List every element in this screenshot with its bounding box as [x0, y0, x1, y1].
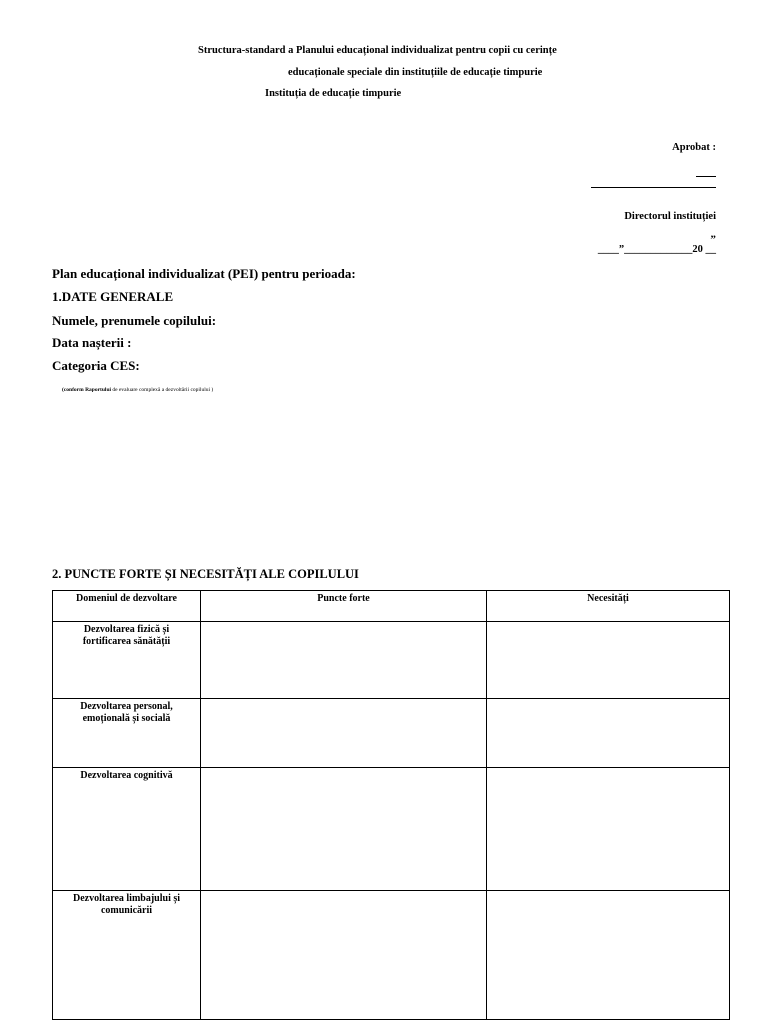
note-bold: Raportului [85, 387, 112, 393]
column-header-domain: Domeniul de dezvoltare [53, 591, 201, 622]
birth-date-label: Data nașterii : [52, 335, 132, 350]
strengths-cell[interactable] [201, 891, 487, 1020]
table-row [53, 891, 730, 1020]
needs-cell[interactable] [487, 622, 730, 699]
needs-cell[interactable] [487, 699, 730, 768]
quote-mark: „ [710, 228, 716, 240]
child-name-label: Numele, prenumele copilului: [52, 313, 217, 328]
domain-cell: Dezvoltarea fizică și fortificarea sănătății [53, 622, 201, 699]
document-title-line-1: Structura-standard a Planului educațional individualizat pentru copii cu cerințe [198, 45, 557, 56]
approved-signature-line [591, 187, 716, 188]
strengths-cell[interactable] [201, 699, 487, 768]
approved-signature-line-short [696, 176, 716, 177]
general-data-heading: 1.DATE GENERALE [52, 289, 174, 304]
strengths-cell[interactable] [201, 768, 487, 891]
table-row [53, 622, 730, 699]
table-row [53, 699, 730, 768]
column-header-strengths: Puncte forte [201, 591, 487, 622]
note-rest: de evaluare complexă a dezvoltării copilului ) [112, 387, 214, 393]
institution-label: Instituția de educație timpurie [265, 88, 402, 99]
strengths-needs-heading: 2. PUNCTE FORTE ȘI NECESITĂȚI ALE COPILULUI [52, 567, 359, 581]
domain-cell: Dezvoltarea cognitivă [53, 768, 201, 891]
approval-date-line: ____”_____________20 __ [597, 244, 716, 255]
document-title-line-2: educaționale speciale din instituțiile de educație timpurie [288, 67, 543, 78]
domain-cell: Dezvoltarea limbajului și comunicării [53, 891, 201, 1020]
plan-period-title: Plan educațional individualizat (PEI) pentru perioada: [52, 266, 356, 281]
table-header-row [53, 591, 730, 622]
ces-category-label: Categoria CES: [52, 358, 140, 373]
strengths-cell[interactable] [201, 622, 487, 699]
evaluation-report-note [62, 387, 213, 393]
domain-cell: Dezvoltarea personal, emoțională și socială [53, 699, 201, 768]
needs-cell[interactable] [487, 768, 730, 891]
director-label: Directorul instituției [624, 211, 716, 222]
approved-label: Aprobat : [672, 142, 716, 153]
table-row [53, 768, 730, 891]
strengths-needs-table [52, 590, 730, 1020]
note-prefix: (conform [62, 387, 84, 393]
column-header-needs: Necesități [487, 591, 730, 622]
needs-cell[interactable] [487, 891, 730, 1020]
